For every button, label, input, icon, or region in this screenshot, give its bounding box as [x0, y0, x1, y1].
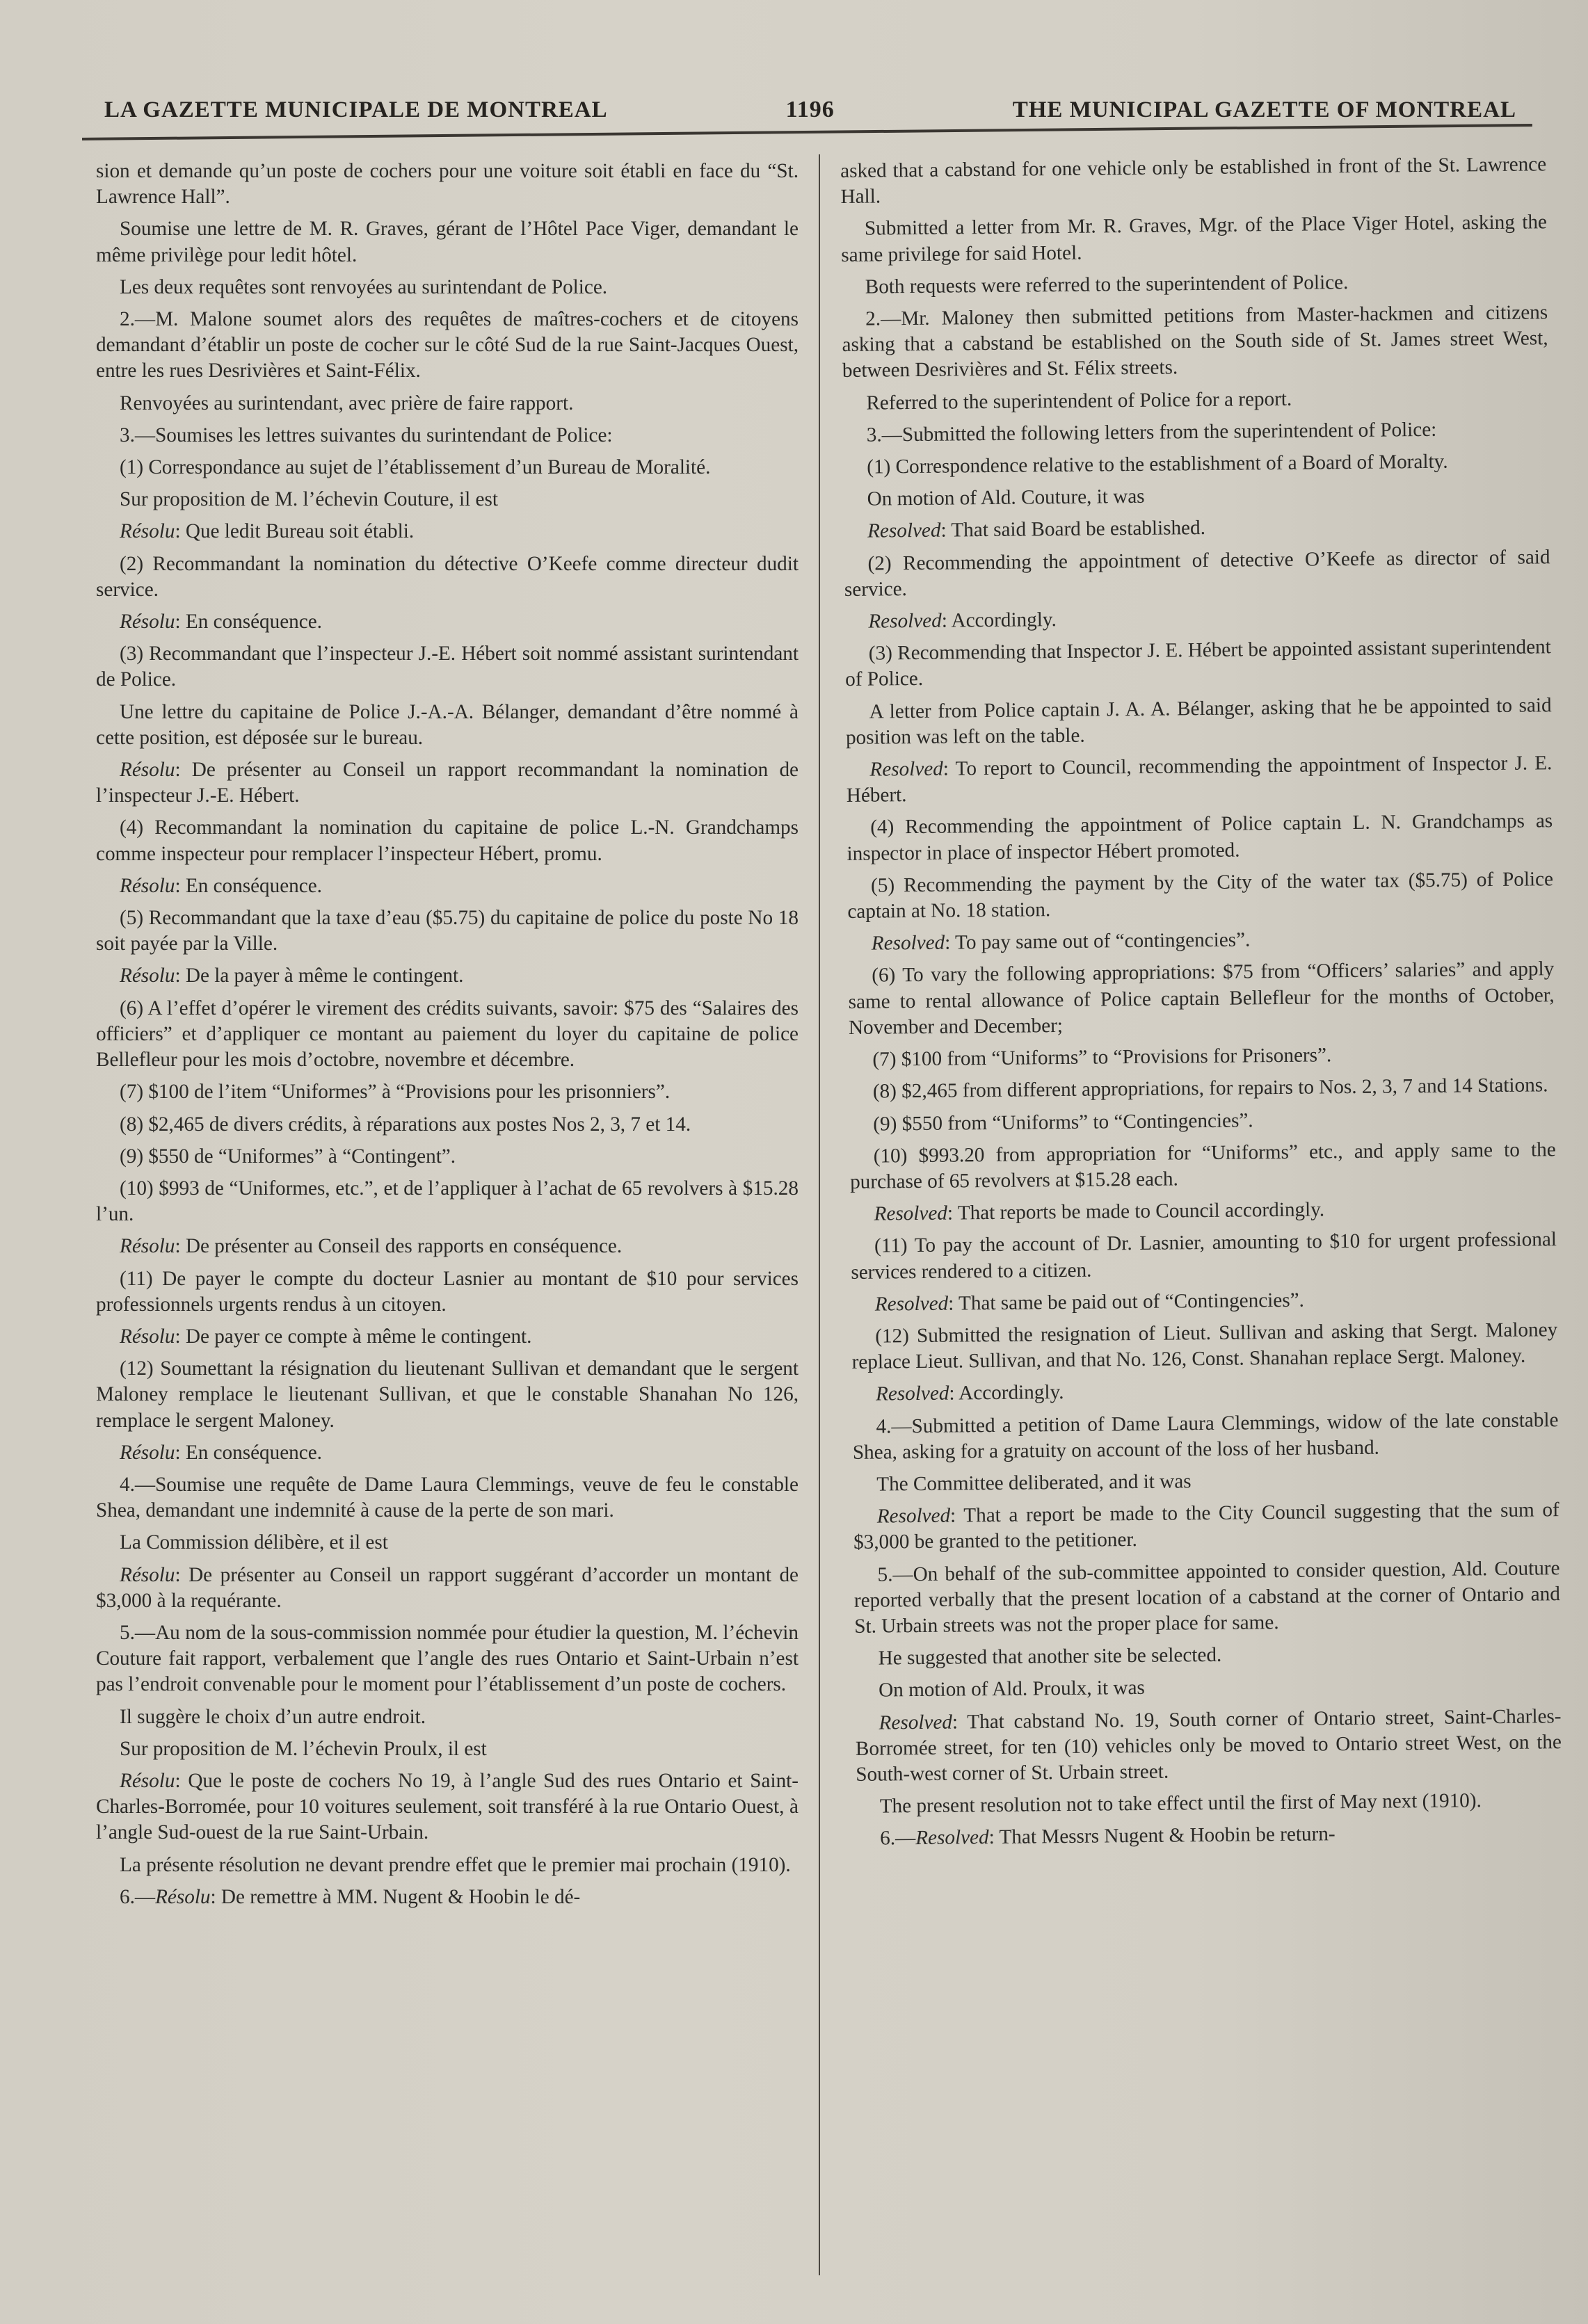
paragraph: Résolu: De présenter au Conseil un rapport suggérant d’accorder un montant de $3,000 à la requérante. [96, 1563, 799, 1612]
paragraph: (9) $550 from “Uniforms” to “Contingencies”. [873, 1108, 1253, 1136]
paragraph: Il suggère le choix d’un autre endroit. [120, 1705, 426, 1728]
paragraph: 6.—Resolved: That Messrs Nugent & Hoobin be return- [880, 1823, 1336, 1850]
paragraph: Renvoyées au surintendant, avec prière de faire rapport. [120, 392, 574, 414]
paragraph: (10) $993 de “Uniformes, etc.”, et de l’appliquer à l’achat de 65 revolvers à $15.28 l’un. [96, 1177, 799, 1226]
paragraph: La présente résolution ne devant prendre effet que le premier mai prochain (1910). [120, 1853, 791, 1876]
paragraph: Resolved: To pay same out of “contingencies”. [871, 928, 1251, 955]
paragraph: (8) $2,465 de divers crédits, à réparations aux postes Nos 2, 3, 7 et 14. [120, 1113, 691, 1136]
paragraph: Resolved: That a report be made to the City Council suggesting that the sum of $3,000 be granted to the petitioner. [853, 1499, 1559, 1554]
paragraph: (9) $550 de “Uniformes” à “Contingent”. [120, 1145, 456, 1168]
paragraph: The present resolution not to take effect until the first of May next (1910). [879, 1789, 1482, 1818]
paragraph: Referred to the superintendent of Police for a report. [866, 387, 1292, 414]
paragraph: (2) Recommandant la nomination du détective O’Keefe comme directeur dudit service. [96, 552, 799, 601]
paragraph: (3) Recommandant que l’inspecteur J.-E. Hébert soit nommé assistant surintendant de Police. [96, 643, 799, 691]
paragraph: sion et demande qu’un poste de cochers pour une voiture soit établi en face du “St. Lawrence Hall”. [96, 160, 799, 209]
paragraph: 4.—Submitted a petition of Dame Laura Clemmings, widow of the late constable Shea, asking for a gratuity on account of the loss of her husband. [852, 1408, 1559, 1464]
paragraph: 3.—Submitted the following letters from the superintendent of Police: [866, 418, 1437, 446]
paragraph: Résolu: Que le poste de cochers No 19, à l’angle Sud des rues Ontario et Saint-Charles-Borromée, pour 10 voitures seulement, soit transféré à la rue Ontario Ouest, à l’angle Sud-ouest de la rue Saint-Urbain. [96, 1769, 799, 1844]
paragraph: asked that a cabstand for one vehicle only be established in front of the St. Lawrence Hall. [840, 153, 1547, 209]
paragraph: Resolved: That reports be made to Council accordingly. [874, 1198, 1325, 1225]
page-header [104, 89, 1516, 131]
header-title-french: LA GAZETTE MUNICIPALE DE MONTREAL [104, 97, 608, 122]
paragraph: (8) $2,465 from different appropriations, for repairs to Nos. 2, 3, 7 and 14 Stations. [872, 1074, 1548, 1103]
paragraph: (5) Recommandant que la taxe d’eau ($5.75) du capitaine de police du poste No 18 soit payée par la Ville. [96, 907, 799, 955]
paragraph: (11) De payer le compte du docteur Lasnier au montant de $10 pour services professionnels urgents rendus à un citoyen. [96, 1267, 799, 1316]
paragraph: On motion of Ald. Proulx, it was [878, 1677, 1145, 1702]
paragraph: (7) $100 de l’item “Uniformes” à “Provisions pour les prisonniers”. [120, 1081, 671, 1104]
paragraph: (10) $993.20 from appropriation for “Uniforms” etc., and apply same to the purchase of 65 revolvers at $15.28 each. [849, 1138, 1556, 1193]
paragraph: Résolu: En conséquence. [120, 611, 322, 634]
paragraph: 6.—Résolu: De remettre à MM. Nugent & Hoobin le dé- [120, 1885, 581, 1908]
paragraph: (12) Submitted the resignation of Lieut. Sullivan and asking that Sergt. Maloney replace Lieut. Sullivan, and that No. 126, Const. Shanahan replace Sergt. Maloney. [851, 1318, 1558, 1374]
paragraph: (12) Soumettant la résignation du lieutenant Sullivan et demandant que le sergent Maloney remplace le lieutenant Sullivan, et que le constable Shanahan No 126, remplace le sergent Maloney. [96, 1357, 799, 1432]
paragraph: 2.—M. Malone soumet alors des requêtes de maîtres-cochers et de citoyens demandant d’établir un poste de cocher sur le côté Sud de la rue Saint-Jacques Ouest, entre les rues Desrivières et Saint-Félix. [96, 308, 799, 382]
paragraph: (6) A l’effet d’opérer le virement des crédits suivants, savoir: $75 des “Salaires des officiers” et d’appliquer ce montant au paiement du loyer du capitaine de police Bellefleur pour les mois d’octobre, novembre et décembre. [96, 996, 799, 1072]
paragraph: (4) Recommending the appointment of Police captain L. N. Grandchamps as inspector in place of inspector Hébert promoted. [847, 809, 1553, 865]
paragraph: Sur proposition de M. l’échevin Proulx, il est [120, 1737, 487, 1760]
paragraph: Submitted a letter from Mr. R. Graves, Mgr. of the Place Viger Hotel, asking the same privilege for said Hotel. [841, 211, 1548, 266]
paragraph: Résolu: En conséquence. [120, 1441, 322, 1464]
paragraph: Resolved: That same be paid out of “Contingencies”. [874, 1289, 1305, 1316]
paragraph: Resolved: To report to Council, recommending the appointment of Inspector J. E. Hébert. [846, 752, 1553, 807]
header-title-english: THE MUNICIPAL GAZETTE OF MONTREAL [1012, 97, 1516, 122]
page-number: 1196 [785, 97, 835, 122]
column-divider [819, 154, 820, 2275]
paragraph: Both requests were referred to the superintendent of Police. [865, 271, 1349, 298]
paragraph: 3.—Soumises les lettres suivantes du surintendant de Police: [120, 423, 613, 446]
paragraph: Resolved: Accordingly. [868, 608, 1057, 633]
paragraph: (1) Correspondance au sujet de l’établissement d’un Bureau de Moralité. [120, 456, 711, 479]
paragraph: Resolved: Accordingly. [875, 1381, 1064, 1405]
paragraph: (11) To pay the account of Dr. Lasnier, amounting to $10 for urgent professional services rendered to a citizen. [851, 1228, 1557, 1284]
paragraph: Résolu: De présenter au Conseil un rapport recommandant la nomination de l’inspecteur J.-E. Hébert. [96, 759, 799, 807]
paragraph: Résolu: De la payer à même le contingent. [120, 965, 464, 987]
paragraph: Resolved: That cabstand No. 19, South corner of Ontario street, Saint-Charles-Borromée street, for ten (10) vehicles only be moved to Ontario street West, on the South-west corner of St. Urbain street. [855, 1704, 1562, 1786]
paragraph: Résolu: De présenter au Conseil des rapports en conséquence. [120, 1235, 623, 1258]
paragraph: (7) $100 from “Uniforms” to “Provisions for Prisoners”. [872, 1044, 1332, 1071]
paragraph: (5) Recommending the payment by the City of the water tax ($5.75) of Police captain at No. 18 station. [847, 868, 1554, 923]
paragraph: La Commission délibère, et il est [120, 1531, 388, 1554]
paragraph: (6) To vary the following appropriations: $75 from “Officers’ salaries” and apply same to rental allowance of Police captain Bellefleur for the months of October, November and December; [848, 958, 1555, 1039]
paragraph: Sur proposition de M. l’échevin Couture, il est [120, 488, 498, 511]
paragraph: Une lettre du capitaine de Police J.-A.-A. Bélanger, demandant d’être nommé à cette position, est déposée sur le bureau. [96, 700, 799, 749]
paragraph: Résolu: Que ledit Bureau soit établi. [120, 520, 415, 543]
paragraph: A letter from Police captain J. A. A. Bélanger, asking that he be appointed to said position was left on the table. [845, 693, 1552, 749]
paragraph: Résolu: De payer ce compte à même le contingent. [120, 1325, 532, 1348]
paragraph: (4) Recommandant la nomination du capitaine de police L.-N. Grandchamps comme inspecteur pour remplacer l’inspecteur Hébert, promu. [96, 816, 799, 865]
paragraph: He suggested that another site be selected. [878, 1643, 1222, 1670]
paragraph: The Committee deliberated, and it was [876, 1470, 1192, 1496]
paragraph: On motion of Ald. Couture, it was [867, 485, 1145, 510]
paragraph: Resolved: That said Board be established. [867, 517, 1206, 543]
paragraph: (2) Recommending the appointment of detective O’Keefe as director of said service. [844, 545, 1550, 601]
paragraph: 4.—Soumise une requête de Dame Laura Clemmings, veuve de feu le constable Shea, demandant une indemnité à cause de la perte de son mari. [96, 1473, 799, 1522]
paragraph: Soumise une lettre de M. R. Graves, gérant de l’Hôtel Pace Viger, demandant le même privilège pour ledit hôtel. [96, 218, 799, 266]
paragraph: Les deux requêtes sont renvoyées au surintendant de Police. [120, 275, 608, 298]
paragraph: 2.—Mr. Maloney then submitted petitions from Master-hackmen and citizens asking that a cabstand be established on the South side of St. James street West, between Desrivières and St. Félix streets. [842, 301, 1548, 382]
english-column [840, 152, 1566, 2286]
paragraph: 5.—On behalf of the sub-committee appointed to consider question, Ald. Couture reported verbally that the present location of a cabstand at the corner of Ontario and St. Urbain streets was not the proper place for same. [853, 1556, 1561, 1638]
paragraph: 5.—Au nom de la sous-commission nommée pour étudier la question, M. l’échevin Couture fait rapport, verbalement que l’angle des rues Ontario et Saint-Urbain n’est pas l’endroit convenable pour le moment pour l’établissement d’un poste de cochers. [96, 1621, 799, 1696]
paragraph: Résolu: En conséquence. [120, 874, 322, 897]
paragraph: (3) Recommending that Inspector J. E. Hébert be appointed assistant superintendent of Police. [845, 636, 1551, 691]
french-column [96, 159, 799, 2286]
paragraph: (1) Correspondence relative to the establishment of a Board of Moralty. [867, 450, 1448, 478]
